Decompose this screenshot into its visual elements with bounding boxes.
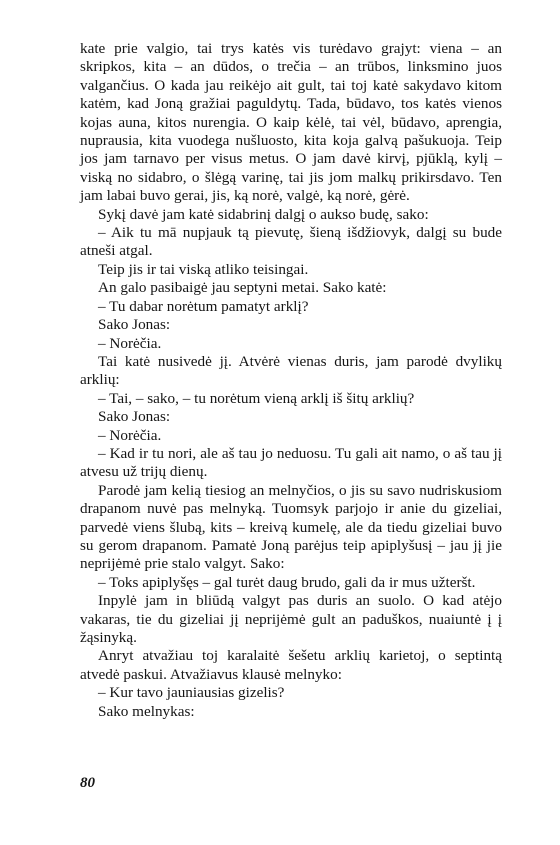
- paragraph: kate prie valgio, tai trys katės vis turėdavo grajyt: viena – an skripkos, kita – an dūdos, o trečia – an trūbos, linksmino juos valgančius. O kada jau reikėjo ait gult, tai toj katė sakydavo kitom katėm, kad Joną gražiai paguldytų. Tada, būdavo, tos katės vienos kojas auna, kitos nurengia. O kaip kėlė, tai vėl, būdavo, aprengia, nuprausia, kita vuodega nušluosto, kita koja galvą pašukuoja. Teip jos jam tarnavo per visus metus. O jam davė kirvį, pjūklą, kylį – viską no sidabro, o šlėgą varinę, tai jis jom malkų prikirsdavo. Ten jam labai buvo gerai, jis, ką norė, valgė, ką norė, gėrė.: [80, 40, 502, 205]
- paragraph: Anryt atvažiau toj karalaitė šešetu arklių karietoj, o septintą atvedė paskui. Atvažiavus klausė melnyko:: [80, 647, 502, 683]
- paragraph: Teip jis ir tai viską atliko teisingai.: [98, 260, 309, 278]
- page-number: 80: [80, 775, 95, 791]
- paragraph: – Norėčia.: [98, 334, 162, 352]
- paragraph: – Kad ir tu nori, ale aš tau jo neduosu. Tu gali ait namo, o aš tau jį atvesu už trijų dienų.: [80, 444, 502, 481]
- paragraph: Inpylė jam in bliūdą valgyt pas duris an suolo. O kad atėjo vakaras, tie du gizeliai jį neprijėmė gult an paduškos, nuaiuntė į į žąsinyką.: [80, 592, 502, 646]
- paragraph: – Tai, – sako, – tu norėtum vieną arklį iš šitų arklių?: [98, 389, 415, 407]
- paragraph: – Tu dabar norėtum pamatyt arklį?: [98, 297, 309, 315]
- body-text: [80, 40, 502, 721]
- paragraph: Parodė jam kelią tiesiog an melnyčios, o jis su savo nudriskusiom drapanom nuvė pas melnyką. Tuomsyk parjojo ir anie du gizeliai, parvedė viens šlubą, kits – kreivą kumelę, ale da tiedu gizeliai buvo su gerom drapanom. Pamatė Joną parėjus teip apiplyšusį – jau jį jie neprijėmė prie stalo valgyt. Sako:: [80, 481, 502, 573]
- paragraph: Sako melnykas:: [98, 702, 195, 720]
- paragraph: – Kur tavo jauniausias gizelis?: [98, 684, 285, 702]
- paragraph: – Aik tu mā nupjauk tą pievutę, šieną išdžiovyk, dalgį su bude atneši atgal.: [80, 224, 502, 260]
- paragraph: Sako Jonas:: [98, 316, 171, 334]
- paragraph: Tai katė nusivedė jį. Atvėrė vienas duris, jam parodė dvylikų arklių:: [80, 352, 502, 389]
- paragraph: An galo pasibaigė jau septyni metai. Sako katė:: [98, 279, 387, 297]
- paragraph: – Norėčia.: [98, 426, 162, 444]
- paragraph: Sako Jonas:: [98, 408, 171, 426]
- paragraph: – Toks apiplyšęs – gal turėt daug brudo, gali da ir mus užteršt.: [98, 573, 476, 591]
- paragraph: Sykį davė jam katė sidabrinį dalgį o aukso budę, sako:: [98, 205, 429, 223]
